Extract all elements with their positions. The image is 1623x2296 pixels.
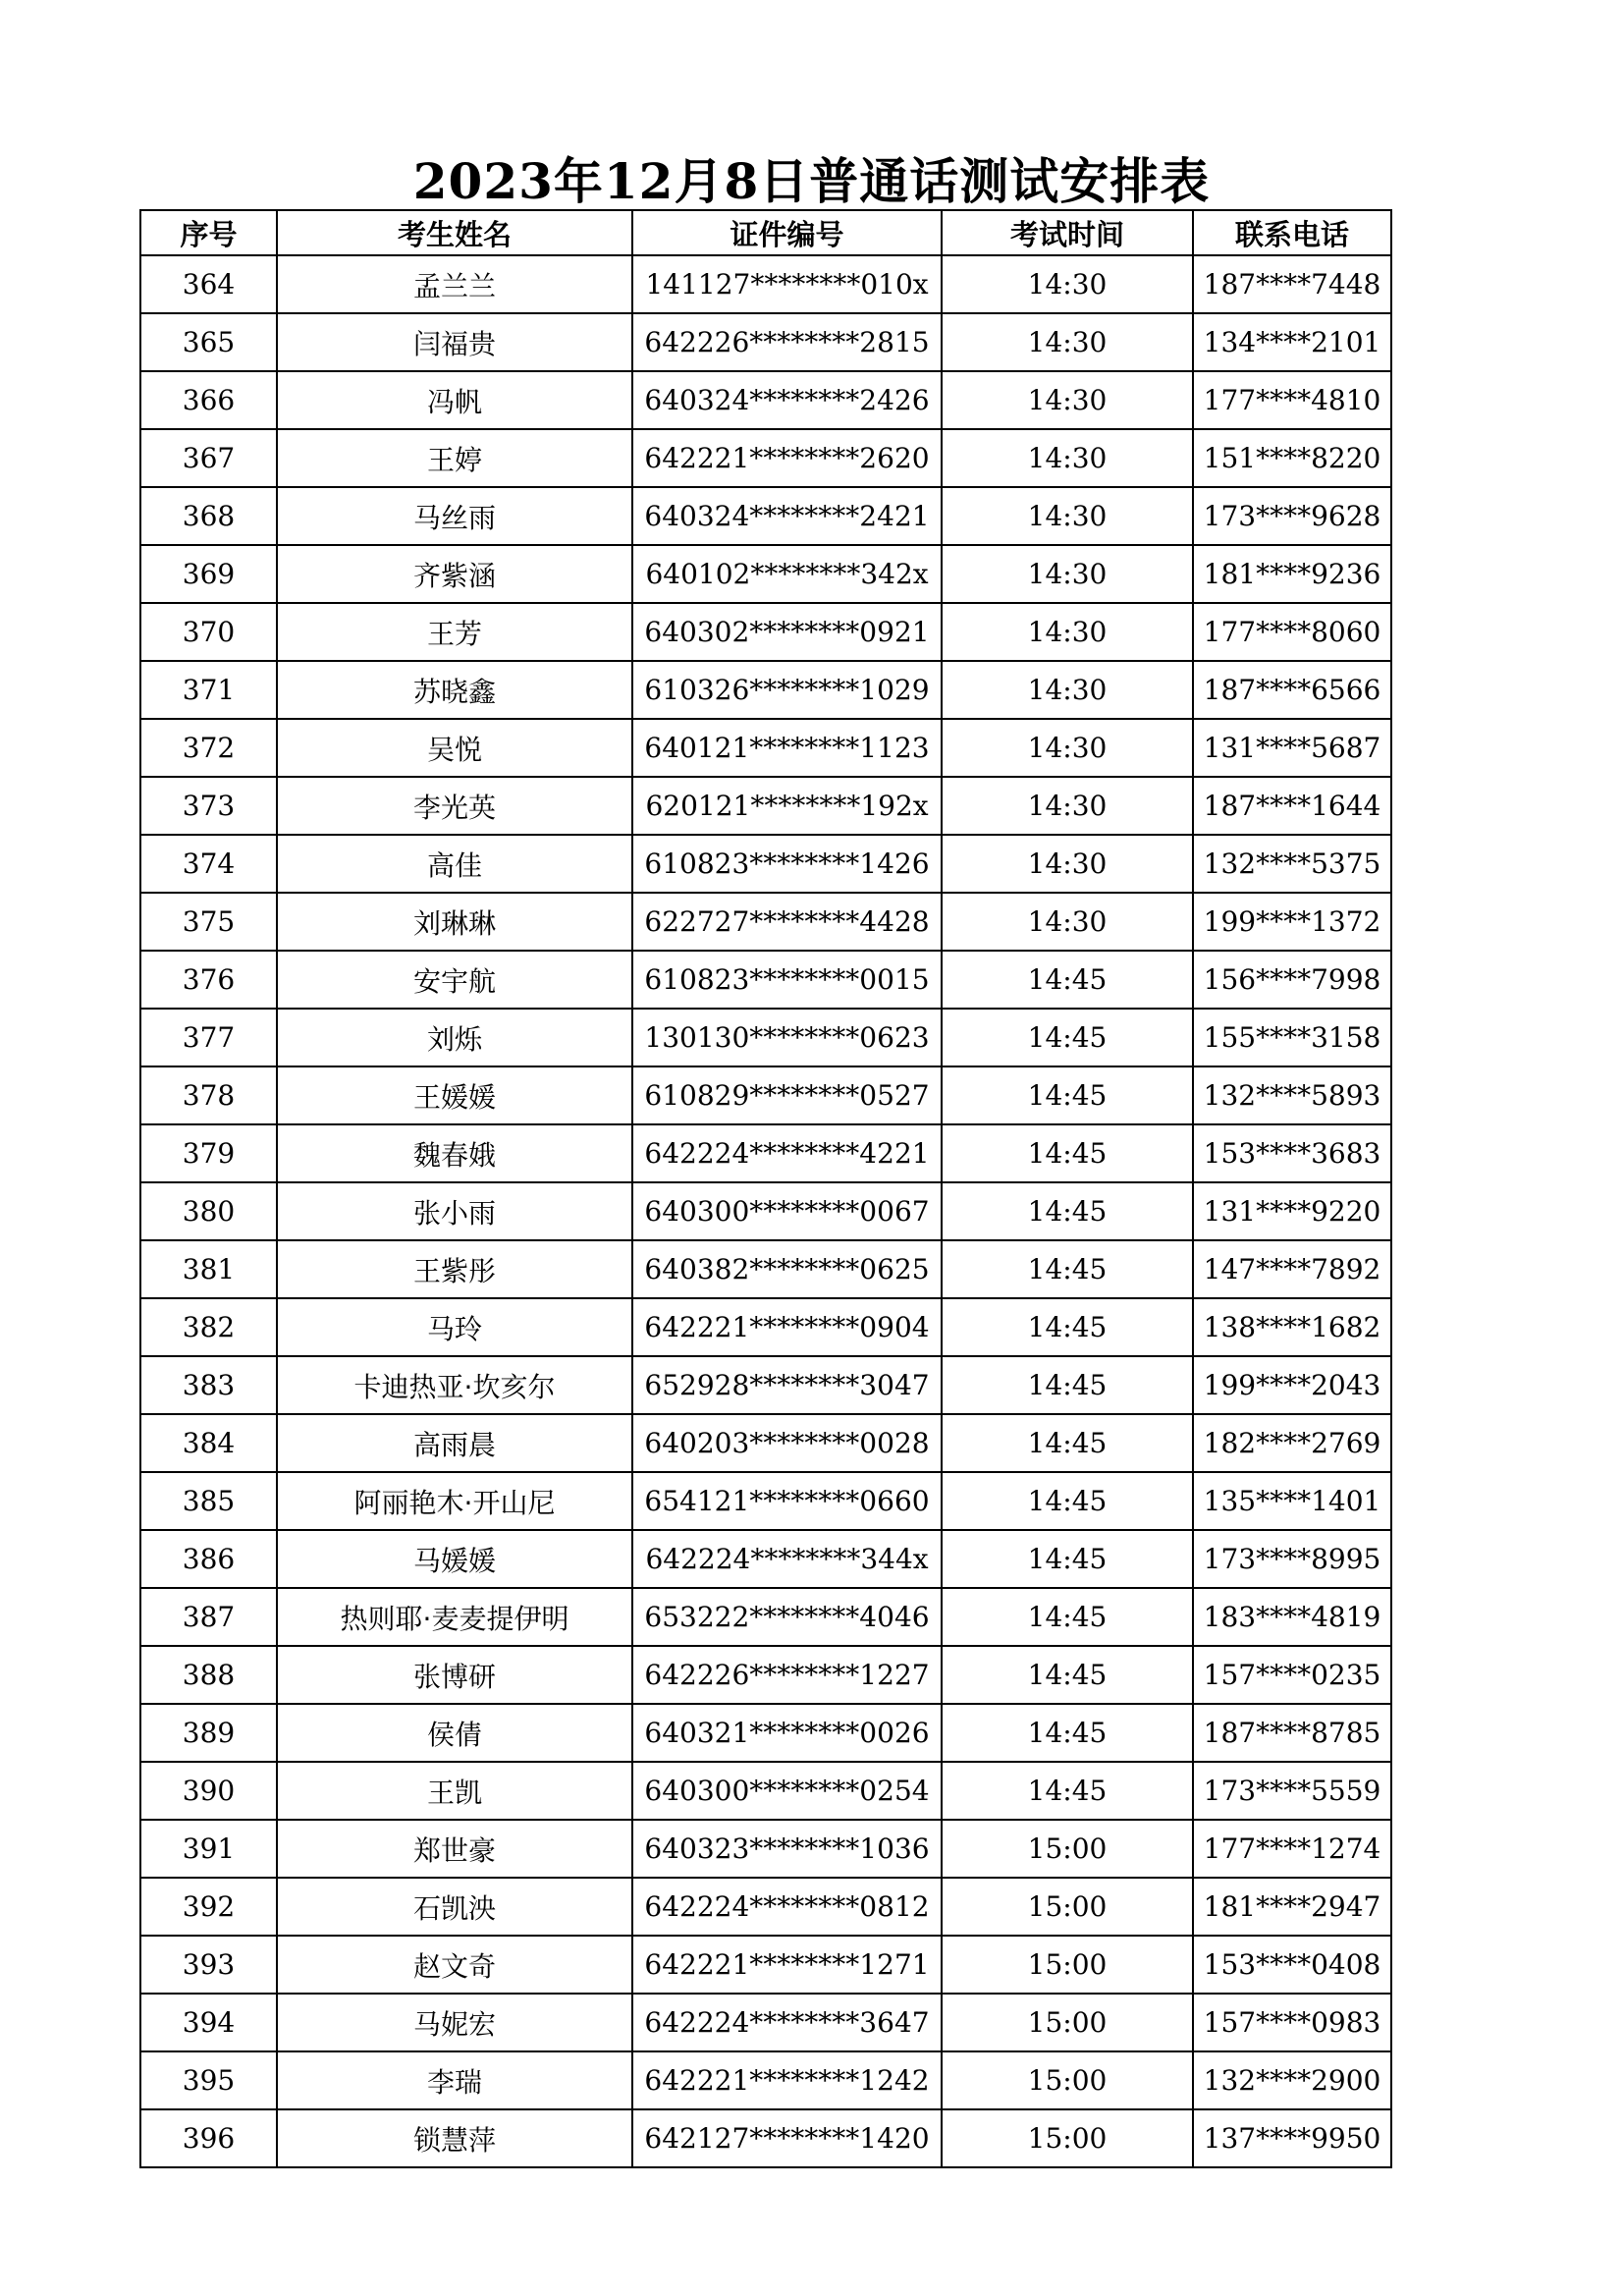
table-row bbox=[140, 777, 1391, 835]
cell-seq: 372 bbox=[140, 719, 277, 777]
cell-seq: 380 bbox=[140, 1182, 277, 1240]
cell-phone: 135****1401 bbox=[1193, 1472, 1391, 1530]
cell-name: 马玲 bbox=[277, 1298, 632, 1356]
table-row bbox=[140, 835, 1391, 893]
cell-phone: 199****1372 bbox=[1193, 893, 1391, 951]
table-row bbox=[140, 487, 1391, 545]
table-row bbox=[140, 1009, 1391, 1066]
header-row bbox=[140, 210, 1391, 255]
cell-id-number: 610823********1426 bbox=[632, 835, 942, 893]
cell-name: 安宇航 bbox=[277, 951, 632, 1009]
cell-id-number: 640323********1036 bbox=[632, 1820, 942, 1878]
cell-phone: 153****0408 bbox=[1193, 1936, 1391, 1994]
table-row bbox=[140, 1936, 1391, 1994]
table-row bbox=[140, 719, 1391, 777]
table-row bbox=[140, 1588, 1391, 1646]
cell-exam-time: 14:45 bbox=[942, 1588, 1193, 1646]
cell-name: 苏晓鑫 bbox=[277, 661, 632, 719]
cell-id-number: 610829********0527 bbox=[632, 1066, 942, 1124]
cell-name: 高雨晨 bbox=[277, 1414, 632, 1472]
cell-id-number: 640324********2426 bbox=[632, 371, 942, 429]
cell-exam-time: 14:45 bbox=[942, 1704, 1193, 1762]
cell-name: 阿丽艳木·开山尼 bbox=[277, 1472, 632, 1530]
cell-name: 赵文奇 bbox=[277, 1936, 632, 1994]
cell-id-number: 642221********2620 bbox=[632, 429, 942, 487]
cell-id-number: 642224********4221 bbox=[632, 1124, 942, 1182]
cell-name: 闫福贵 bbox=[277, 313, 632, 371]
cell-phone: 151****8220 bbox=[1193, 429, 1391, 487]
cell-phone: 183****4819 bbox=[1193, 1588, 1391, 1646]
cell-seq: 385 bbox=[140, 1472, 277, 1530]
cell-name: 冯帆 bbox=[277, 371, 632, 429]
cell-exam-time: 14:30 bbox=[942, 893, 1193, 951]
cell-id-number: 640102********342x bbox=[632, 545, 942, 603]
cell-seq: 373 bbox=[140, 777, 277, 835]
cell-id-number: 640321********0026 bbox=[632, 1704, 942, 1762]
cell-name: 侯倩 bbox=[277, 1704, 632, 1762]
cell-phone: 131****9220 bbox=[1193, 1182, 1391, 1240]
cell-phone: 181****2947 bbox=[1193, 1878, 1391, 1936]
cell-name: 刘琳琳 bbox=[277, 893, 632, 951]
cell-name: 刘烁 bbox=[277, 1009, 632, 1066]
cell-phone: 173****9628 bbox=[1193, 487, 1391, 545]
cell-name: 卡迪热亚·坎亥尔 bbox=[277, 1356, 632, 1414]
cell-seq: 387 bbox=[140, 1588, 277, 1646]
cell-seq: 375 bbox=[140, 893, 277, 951]
table-row bbox=[140, 1994, 1391, 2051]
cell-exam-time: 14:30 bbox=[942, 487, 1193, 545]
cell-seq: 389 bbox=[140, 1704, 277, 1762]
table-row bbox=[140, 1530, 1391, 1588]
cell-exam-time: 14:45 bbox=[942, 1240, 1193, 1298]
table-row bbox=[140, 951, 1391, 1009]
table-row bbox=[140, 661, 1391, 719]
cell-exam-time: 14:45 bbox=[942, 1762, 1193, 1820]
cell-phone: 199****2043 bbox=[1193, 1356, 1391, 1414]
cell-phone: 147****7892 bbox=[1193, 1240, 1391, 1298]
cell-exam-time: 14:30 bbox=[942, 429, 1193, 487]
cell-phone: 177****8060 bbox=[1193, 603, 1391, 661]
cell-phone: 131****5687 bbox=[1193, 719, 1391, 777]
cell-phone: 132****5893 bbox=[1193, 1066, 1391, 1124]
cell-exam-time: 15:00 bbox=[942, 2051, 1193, 2109]
cell-id-number: 622727********4428 bbox=[632, 893, 942, 951]
table-row bbox=[140, 1878, 1391, 1936]
cell-name: 王芳 bbox=[277, 603, 632, 661]
cell-phone: 132****5375 bbox=[1193, 835, 1391, 893]
cell-seq: 381 bbox=[140, 1240, 277, 1298]
cell-id-number: 640300********0067 bbox=[632, 1182, 942, 1240]
cell-phone: 137****9950 bbox=[1193, 2109, 1391, 2167]
cell-id-number: 642127********1420 bbox=[632, 2109, 942, 2167]
cell-seq: 393 bbox=[140, 1936, 277, 1994]
cell-exam-time: 14:45 bbox=[942, 1530, 1193, 1588]
cell-seq: 384 bbox=[140, 1414, 277, 1472]
header-exam-time: 考试时间 bbox=[942, 210, 1193, 255]
table-row bbox=[140, 2051, 1391, 2109]
cell-id-number: 642221********1271 bbox=[632, 1936, 942, 1994]
cell-exam-time: 15:00 bbox=[942, 1820, 1193, 1878]
cell-seq: 396 bbox=[140, 2109, 277, 2167]
cell-seq: 368 bbox=[140, 487, 277, 545]
table-row bbox=[140, 2109, 1391, 2167]
table-row bbox=[140, 1240, 1391, 1298]
table-row bbox=[140, 1704, 1391, 1762]
cell-phone: 138****1682 bbox=[1193, 1298, 1391, 1356]
cell-name: 锁慧萍 bbox=[277, 2109, 632, 2167]
cell-phone: 187****1644 bbox=[1193, 777, 1391, 835]
cell-exam-time: 14:45 bbox=[942, 951, 1193, 1009]
table-row bbox=[140, 371, 1391, 429]
cell-seq: 383 bbox=[140, 1356, 277, 1414]
cell-id-number: 640324********2421 bbox=[632, 487, 942, 545]
table-row bbox=[140, 1820, 1391, 1878]
cell-phone: 187****7448 bbox=[1193, 255, 1391, 313]
cell-seq: 365 bbox=[140, 313, 277, 371]
cell-name: 马妮宏 bbox=[277, 1994, 632, 2051]
cell-phone: 157****0235 bbox=[1193, 1646, 1391, 1704]
schedule-table bbox=[139, 209, 1392, 2168]
table-row bbox=[140, 1472, 1391, 1530]
cell-id-number: 642224********344x bbox=[632, 1530, 942, 1588]
cell-phone: 181****9236 bbox=[1193, 545, 1391, 603]
cell-id-number: 640300********0254 bbox=[632, 1762, 942, 1820]
header-seq: 序号 bbox=[140, 210, 277, 255]
cell-name: 王媛媛 bbox=[277, 1066, 632, 1124]
cell-seq: 394 bbox=[140, 1994, 277, 2051]
table-row bbox=[140, 1762, 1391, 1820]
cell-name: 郑世豪 bbox=[277, 1820, 632, 1878]
cell-phone: 134****2101 bbox=[1193, 313, 1391, 371]
cell-seq: 382 bbox=[140, 1298, 277, 1356]
cell-seq: 395 bbox=[140, 2051, 277, 2109]
cell-id-number: 642226********2815 bbox=[632, 313, 942, 371]
cell-exam-time: 14:45 bbox=[942, 1124, 1193, 1182]
cell-phone: 187****6566 bbox=[1193, 661, 1391, 719]
header-phone: 联系电话 bbox=[1193, 210, 1391, 255]
cell-name: 张小雨 bbox=[277, 1182, 632, 1240]
table-row bbox=[140, 1414, 1391, 1472]
cell-seq: 376 bbox=[140, 951, 277, 1009]
cell-id-number: 653222********4046 bbox=[632, 1588, 942, 1646]
table-row bbox=[140, 1356, 1391, 1414]
cell-name: 高佳 bbox=[277, 835, 632, 893]
cell-phone: 173****8995 bbox=[1193, 1530, 1391, 1588]
cell-exam-time: 14:30 bbox=[942, 777, 1193, 835]
cell-id-number: 640203********0028 bbox=[632, 1414, 942, 1472]
cell-exam-time: 15:00 bbox=[942, 1878, 1193, 1936]
cell-name: 王凯 bbox=[277, 1762, 632, 1820]
cell-phone: 182****2769 bbox=[1193, 1414, 1391, 1472]
cell-seq: 377 bbox=[140, 1009, 277, 1066]
cell-phone: 177****1274 bbox=[1193, 1820, 1391, 1878]
table-row bbox=[140, 1646, 1391, 1704]
cell-name: 马媛媛 bbox=[277, 1530, 632, 1588]
cell-exam-time: 14:45 bbox=[942, 1009, 1193, 1066]
cell-exam-time: 14:45 bbox=[942, 1646, 1193, 1704]
cell-id-number: 610823********0015 bbox=[632, 951, 942, 1009]
cell-id-number: 654121********0660 bbox=[632, 1472, 942, 1530]
table-row bbox=[140, 255, 1391, 313]
cell-exam-time: 14:30 bbox=[942, 255, 1193, 313]
cell-exam-time: 14:45 bbox=[942, 1414, 1193, 1472]
table-row bbox=[140, 603, 1391, 661]
cell-seq: 370 bbox=[140, 603, 277, 661]
cell-phone: 156****7998 bbox=[1193, 951, 1391, 1009]
cell-seq: 374 bbox=[140, 835, 277, 893]
cell-name: 王紫彤 bbox=[277, 1240, 632, 1298]
cell-name: 孟兰兰 bbox=[277, 255, 632, 313]
cell-name: 李瑞 bbox=[277, 2051, 632, 2109]
cell-exam-time: 14:30 bbox=[942, 719, 1193, 777]
cell-name: 魏春娥 bbox=[277, 1124, 632, 1182]
cell-exam-time: 14:45 bbox=[942, 1356, 1193, 1414]
cell-phone: 153****3683 bbox=[1193, 1124, 1391, 1182]
cell-exam-time: 14:30 bbox=[942, 545, 1193, 603]
cell-seq: 390 bbox=[140, 1762, 277, 1820]
table-row bbox=[140, 1182, 1391, 1240]
cell-id-number: 141127********010x bbox=[632, 255, 942, 313]
cell-exam-time: 14:30 bbox=[942, 661, 1193, 719]
cell-seq: 371 bbox=[140, 661, 277, 719]
cell-name: 张博研 bbox=[277, 1646, 632, 1704]
cell-phone: 155****3158 bbox=[1193, 1009, 1391, 1066]
cell-exam-time: 14:45 bbox=[942, 1066, 1193, 1124]
cell-name: 石凯泱 bbox=[277, 1878, 632, 1936]
cell-id-number: 620121********192x bbox=[632, 777, 942, 835]
header-id-number: 证件编号 bbox=[632, 210, 942, 255]
cell-seq: 366 bbox=[140, 371, 277, 429]
cell-name: 李光英 bbox=[277, 777, 632, 835]
cell-id-number: 640302********0921 bbox=[632, 603, 942, 661]
cell-seq: 392 bbox=[140, 1878, 277, 1936]
cell-phone: 157****0983 bbox=[1193, 1994, 1391, 2051]
cell-seq: 391 bbox=[140, 1820, 277, 1878]
cell-name: 齐紫涵 bbox=[277, 545, 632, 603]
page-title: 2023年12月8日普通话测试安排表 bbox=[412, 152, 1211, 210]
table-row bbox=[140, 893, 1391, 951]
cell-seq: 386 bbox=[140, 1530, 277, 1588]
cell-exam-time: 14:45 bbox=[942, 1182, 1193, 1240]
cell-exam-time: 15:00 bbox=[942, 1994, 1193, 2051]
table-row bbox=[140, 1066, 1391, 1124]
table-row bbox=[140, 545, 1391, 603]
cell-exam-time: 14:30 bbox=[942, 603, 1193, 661]
cell-exam-time: 14:45 bbox=[942, 1472, 1193, 1530]
cell-exam-time: 14:30 bbox=[942, 313, 1193, 371]
table-row bbox=[140, 313, 1391, 371]
cell-phone: 173****5559 bbox=[1193, 1762, 1391, 1820]
cell-exam-time: 14:45 bbox=[942, 1298, 1193, 1356]
header-name: 考生姓名 bbox=[277, 210, 632, 255]
cell-exam-time: 15:00 bbox=[942, 2109, 1193, 2167]
cell-exam-time: 14:30 bbox=[942, 835, 1193, 893]
cell-id-number: 642226********1227 bbox=[632, 1646, 942, 1704]
cell-seq: 364 bbox=[140, 255, 277, 313]
cell-seq: 379 bbox=[140, 1124, 277, 1182]
cell-phone: 132****2900 bbox=[1193, 2051, 1391, 2109]
cell-id-number: 130130********0623 bbox=[632, 1009, 942, 1066]
cell-name: 吴悦 bbox=[277, 719, 632, 777]
cell-id-number: 640382********0625 bbox=[632, 1240, 942, 1298]
cell-exam-time: 14:30 bbox=[942, 371, 1193, 429]
cell-id-number: 640121********1123 bbox=[632, 719, 942, 777]
cell-id-number: 642221********1242 bbox=[632, 2051, 942, 2109]
cell-id-number: 642224********0812 bbox=[632, 1878, 942, 1936]
cell-seq: 378 bbox=[140, 1066, 277, 1124]
cell-seq: 367 bbox=[140, 429, 277, 487]
cell-seq: 369 bbox=[140, 545, 277, 603]
cell-name: 马丝雨 bbox=[277, 487, 632, 545]
cell-id-number: 642224********3647 bbox=[632, 1994, 942, 2051]
cell-phone: 187****8785 bbox=[1193, 1704, 1391, 1762]
cell-name: 王婷 bbox=[277, 429, 632, 487]
cell-seq: 388 bbox=[140, 1646, 277, 1704]
cell-id-number: 642221********0904 bbox=[632, 1298, 942, 1356]
table-row bbox=[140, 1298, 1391, 1356]
cell-phone: 177****4810 bbox=[1193, 371, 1391, 429]
cell-name: 热则耶·麦麦提伊明 bbox=[277, 1588, 632, 1646]
cell-id-number: 652928********3047 bbox=[632, 1356, 942, 1414]
cell-exam-time: 15:00 bbox=[942, 1936, 1193, 1994]
table-row bbox=[140, 1124, 1391, 1182]
table-row bbox=[140, 429, 1391, 487]
cell-id-number: 610326********1029 bbox=[632, 661, 942, 719]
table-body bbox=[140, 255, 1391, 2167]
